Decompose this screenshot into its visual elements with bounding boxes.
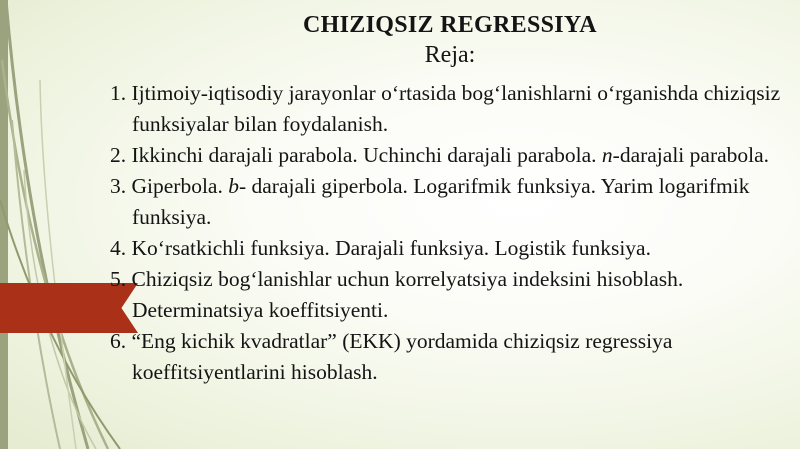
item-text: Ko‘rsatkichli funksiya. Darajali funksiya. Logistik funksiya. bbox=[131, 236, 651, 260]
list-item bbox=[110, 233, 795, 264]
item-text: -darajali parabola. bbox=[612, 143, 770, 167]
slide-subtitle: Reja: bbox=[424, 42, 476, 68]
plan-list bbox=[110, 78, 795, 388]
item-number: 4. bbox=[110, 236, 132, 260]
list-item bbox=[110, 140, 795, 171]
item-text: “Eng kichik kvadratlar” (EKK) yordamida chiziqsiz regressiya koeffitsiyentlarini hisoblash. bbox=[131, 329, 673, 384]
item-number: 6. bbox=[110, 329, 132, 353]
item-number: 3. bbox=[110, 174, 132, 198]
list-item bbox=[110, 326, 795, 388]
list-item bbox=[110, 264, 795, 326]
item-number: 5. bbox=[110, 267, 132, 291]
item-text: Giperbola. bbox=[131, 174, 229, 198]
item-text: Ikkinchi darajali parabola. Uchinchi darajali parabola. bbox=[131, 143, 602, 167]
list-item bbox=[110, 78, 795, 140]
slide-title: CHIZIQSIZ REGRESSIYA bbox=[303, 12, 597, 38]
item-text: Chiziqsiz bog‘lanishlar uchun korrelyatsiya indeksini hisoblash. Determinatsiya koeffitsiyenti. bbox=[131, 267, 684, 322]
italic-variable: b bbox=[228, 174, 239, 198]
item-text: - darajali giperbola. Logarifmik funksiya. Yarim logarifmik funksiya. bbox=[132, 174, 750, 229]
item-number: 1. bbox=[110, 81, 132, 105]
list-item bbox=[110, 171, 795, 233]
item-number: 2. bbox=[110, 143, 132, 167]
item-text: Ijtimoiy-iqtisodiy jarayonlar o‘rtasida bog‘lanishlarni o‘rganishda chiziqsiz funksiyalar bilan foydalanish. bbox=[131, 81, 781, 136]
italic-variable: n bbox=[601, 143, 613, 167]
